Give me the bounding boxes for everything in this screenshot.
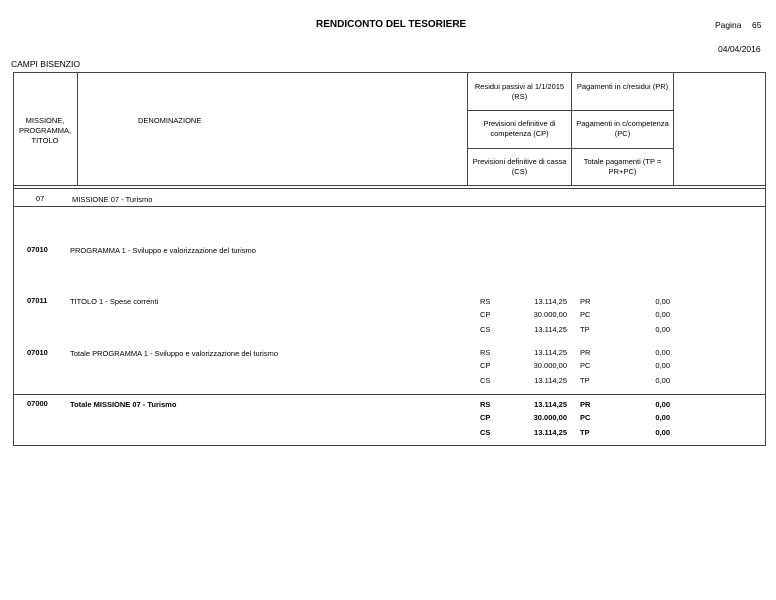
pc-value: 0,00: [655, 310, 670, 319]
pc-value: 0,00: [655, 413, 670, 422]
cs-key: CS: [480, 428, 491, 437]
row-name: Totale PROGRAMMA 1 - Sviluppo e valorizzazione del turismo: [70, 349, 279, 358]
divider: [467, 148, 674, 149]
row-name: TITOLO 1 - Spese correnti: [70, 297, 159, 306]
pr-key: PR: [580, 297, 591, 306]
column-header-cs: Previsioni definitive di cassa (CS): [472, 157, 567, 176]
cs-value: 13.114,25: [534, 376, 567, 385]
rs-key: RS: [480, 348, 491, 357]
pr-key: PR: [580, 400, 591, 409]
rs-value: 13.114,25: [534, 400, 567, 409]
rs-key: RS: [480, 297, 491, 306]
divider: [571, 72, 572, 185]
pc-key: PC: [580, 361, 591, 370]
rs-key: RS: [480, 400, 491, 409]
column-header-pc: Pagamenti in c/competenza (PC): [576, 119, 669, 138]
divider: [77, 72, 78, 185]
report-date: 04/04/2016: [718, 44, 761, 54]
row-code: 07010: [27, 348, 48, 357]
column-header-code: MISSIONE, PROGRAMMA, TITOLO: [18, 116, 72, 145]
divider: [13, 394, 766, 395]
divider: [13, 188, 766, 189]
cs-key: CS: [480, 325, 491, 334]
cs-value: 13.114,25: [534, 428, 567, 437]
pr-value: 0,00: [655, 348, 670, 357]
divider: [13, 185, 766, 186]
cp-key: CP: [480, 310, 491, 319]
pc-key: PC: [580, 310, 591, 319]
divider: [673, 72, 674, 185]
cs-key: CS: [480, 376, 491, 385]
entity-name: CAMPI BISENZIO: [11, 59, 80, 69]
tp-value: 0,00: [655, 376, 670, 385]
divider: [467, 72, 468, 185]
program-name: PROGRAMMA 1 - Sviluppo e valorizzazione del turismo: [70, 246, 256, 255]
page-number: 65: [752, 20, 762, 30]
tp-value: 0,00: [655, 428, 670, 437]
tp-value: 0,00: [655, 325, 670, 334]
column-header-cp: Previsioni definitive di competenza (CP): [483, 119, 556, 138]
column-header-name: DENOMINAZIONE: [138, 116, 202, 125]
program-code: 07010: [27, 245, 48, 254]
cs-value: 13.114,25: [534, 325, 567, 334]
cp-key: CP: [480, 413, 491, 422]
mission-code: 07: [36, 194, 45, 203]
pc-value: 0,00: [655, 361, 670, 370]
column-header-tp: Totale pagamenti (TP = PR+PC): [583, 157, 662, 176]
divider: [13, 206, 766, 207]
column-header-pr: Pagamenti in c/residui (PR): [576, 82, 669, 91]
rs-value: 13.114,25: [534, 297, 567, 306]
pr-key: PR: [580, 348, 591, 357]
report-title: RENDICONTO DEL TESORIERE: [316, 19, 467, 30]
pr-value: 0,00: [655, 400, 670, 409]
cp-value: 30.000,00: [533, 413, 567, 422]
cp-value: 30.000,00: [533, 310, 567, 319]
row-code: 07011: [27, 296, 48, 305]
row-code: 07000: [27, 399, 48, 408]
tp-key: TP: [580, 428, 590, 437]
tp-key: TP: [580, 376, 590, 385]
page-label: Pagina: [715, 20, 742, 30]
rs-value: 13.114,25: [534, 348, 567, 357]
tp-key: TP: [580, 325, 590, 334]
pr-value: 0,00: [655, 297, 670, 306]
mission-name: MISSIONE 07 - Turismo: [72, 195, 153, 204]
divider: [467, 110, 674, 111]
cp-value: 30.000,00: [533, 361, 567, 370]
pc-key: PC: [580, 413, 591, 422]
cp-key: CP: [480, 361, 491, 370]
row-name: Totale MISSIONE 07 - Turismo: [70, 400, 177, 409]
column-header-rs: Residui passivi al 1/1/2015 (RS): [474, 82, 565, 101]
